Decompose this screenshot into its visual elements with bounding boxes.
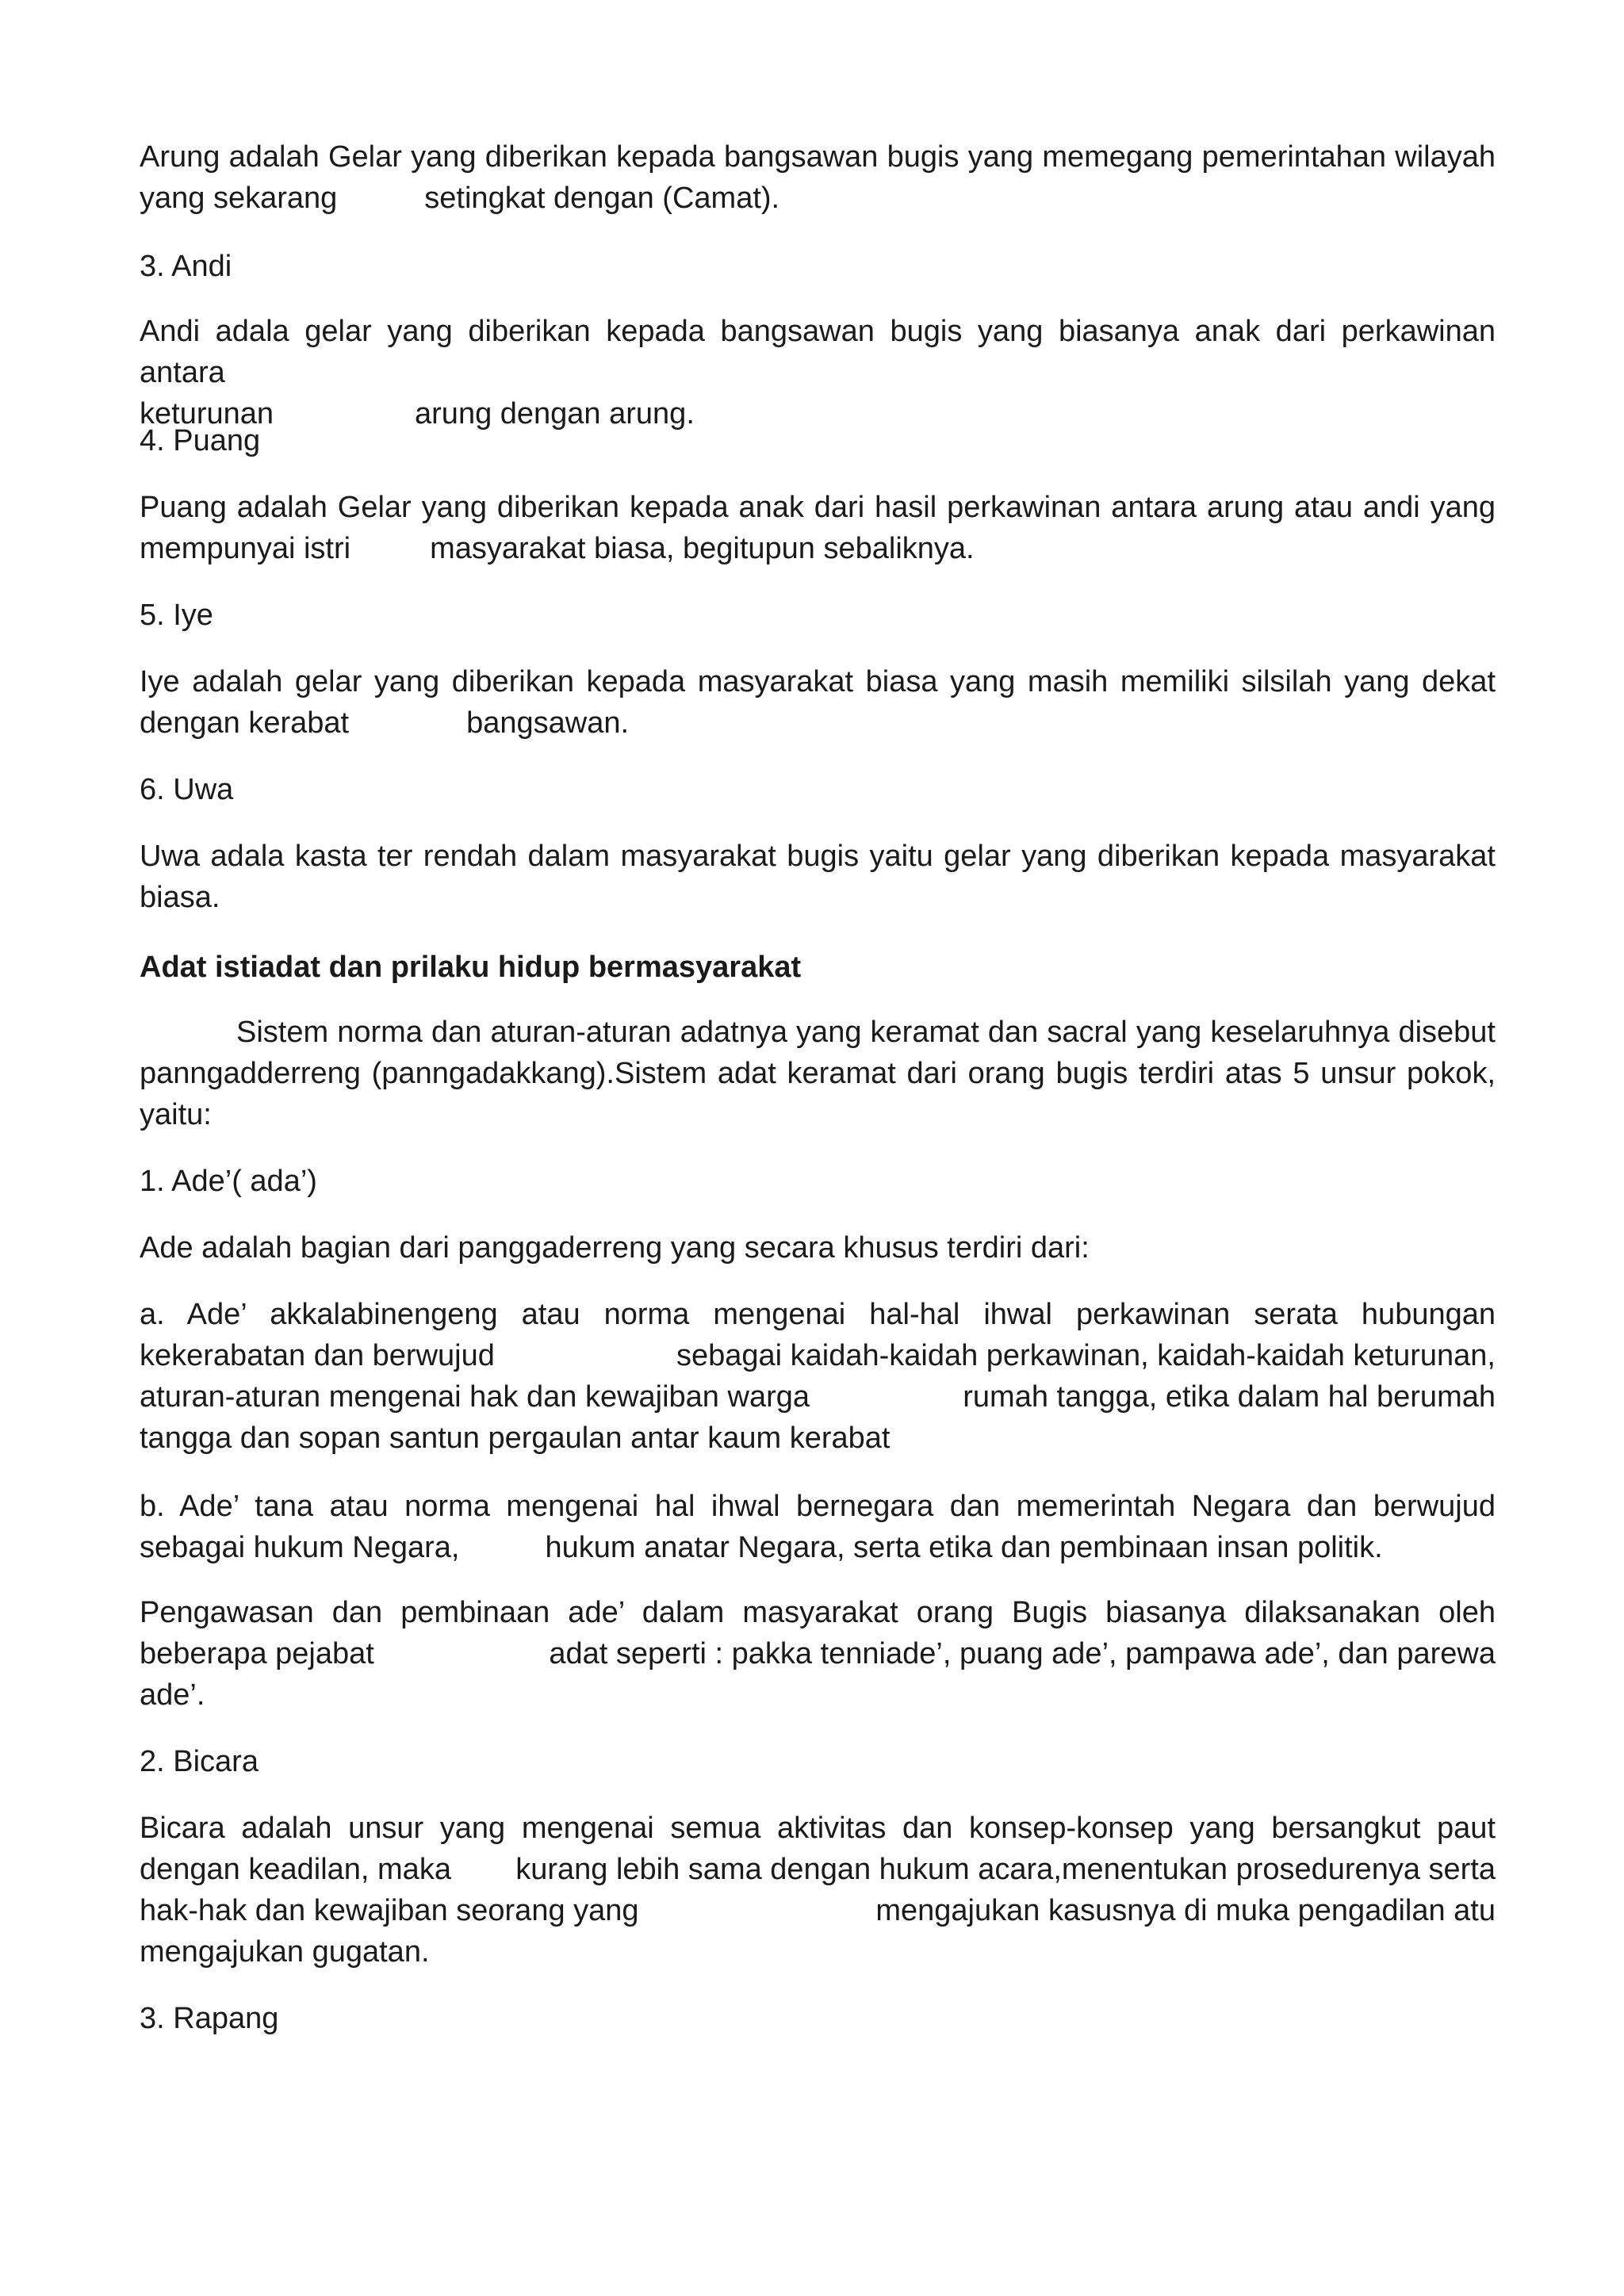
arung-line-2-start: yang sekarang	[140, 182, 338, 215]
uwa-paragraph	[140, 836, 1496, 918]
ade-a-line-2-end: sebagai kaidah-kaidah perkawinan, kaidah-kaidah keturunan,	[676, 1339, 1496, 1372]
iye-line-2	[140, 702, 1496, 744]
bicara-line-2-start: dengan keadilan, maka	[140, 1853, 451, 1886]
ade-b-line-2	[140, 1527, 1496, 1568]
ade-b-line-2-start: sebagai hukum Negara,	[140, 1531, 460, 1564]
adat-heading: Adat istiadat dan prilaku hidup bermasyarakat	[140, 951, 802, 984]
arung-line-1: Arung adalah Gelar yang diberikan kepada bangsawan bugis yang memegang pemerintahan wilayah	[140, 140, 1496, 174]
pengawasan-line-2	[140, 1633, 1496, 1674]
iye-line-1: Iye adalah gelar yang diberikan kepada masyarakat biasa yang masih memiliki silsilah yang dekat	[140, 665, 1496, 698]
rapang-heading	[140, 1998, 1496, 2039]
puang-paragraph	[140, 487, 1496, 569]
pengawasan-line-3: ade’.	[140, 1678, 205, 1712]
arung-line-2-end: setingkat dengan (Camat).	[424, 182, 780, 215]
andi-line-2-start: keturunan	[140, 397, 274, 430]
ade-title: 1. Ade’( ada’)	[140, 1165, 317, 1198]
iye-title: 5. Iye	[140, 599, 213, 632]
pengawasan-paragraph	[140, 1592, 1496, 1716]
adat-line-3: yaitu:	[140, 1098, 212, 1131]
uwa-title: 6. Uwa	[140, 773, 234, 806]
arung-line-2	[140, 178, 1496, 219]
ade-intro-paragraph	[140, 1227, 1496, 1269]
rapang-title: 3. Rapang	[140, 2002, 279, 2035]
ade-a-line-3-end: rumah tangga, etika dalam hal berumah	[963, 1380, 1496, 1414]
pengawasan-line-1: Pengawasan dan pembinaan ade’ dalam masyarakat orang Bugis biasanya dilaksanakan oleh	[140, 1596, 1496, 1629]
iye-line-2-end: bangsawan.	[466, 706, 630, 740]
andi-heading	[140, 246, 1496, 287]
bicara-line-3-start: hak-hak dan kewajiban seorang yang	[140, 1894, 639, 1927]
iye-line-2-start: dengan kerabat	[140, 706, 350, 740]
pengawasan-line-2-start: beberapa pejabat	[140, 1637, 374, 1670]
uwa-heading	[140, 769, 1496, 810]
bicara-line-2-end: kurang lebih sama dengan hukum acara,menentukan prosedurenya serta	[515, 1853, 1496, 1886]
bicara-line-2	[140, 1849, 1496, 1890]
ade-a-line-4: tangga dan sopan santun pergaulan antar kaum kerabat	[140, 1422, 891, 1455]
bicara-title: 2. Bicara	[140, 1745, 259, 1778]
ade-a-line-3-start: aturan-aturan mengenai hak dan kewajiban warga	[140, 1380, 810, 1414]
ade-item-b	[140, 1486, 1496, 1568]
pengawasan-line-2-end: adat seperti : pakka tenniade’, puang ade’, pampawa ade’, dan parewa	[549, 1637, 1496, 1670]
puang-line-2-start: mempunyai istri	[140, 532, 351, 565]
bicara-line-1: Bicara adalah unsur yang mengenai semua aktivitas dan konsep-konsep yang bersangkut paut	[140, 1812, 1496, 1845]
uwa-line-1: Uwa adala kasta ter rendah dalam masyarakat bugis yaitu gelar yang diberikan kepada masyarakat	[140, 840, 1496, 873]
iye-heading	[140, 595, 1496, 636]
ade-a-line-3	[140, 1376, 1496, 1418]
ade-a-line-2	[140, 1335, 1496, 1376]
ade-b-line-1: b. Ade’ tana atau norma mengenai hal ihwal bernegara dan memerintah Negara dan berwujud	[140, 1490, 1496, 1523]
uwa-line-2: biasa.	[140, 881, 220, 914]
bicara-heading	[140, 1741, 1496, 1782]
puang-title: 4. Puang	[140, 424, 261, 457]
puang-heading	[140, 420, 1496, 461]
andi-paragraph	[140, 311, 1496, 434]
bicara-line-4: mengajukan gugatan.	[140, 1935, 430, 1969]
ade-a-line-1: a. Ade’ akkalabinengeng atau norma mengenai hal-hal ihwal perkawinan serata hubungan	[140, 1298, 1496, 1331]
adat-line-1: Sistem norma dan aturan-aturan adatnya yang keramat dan sacral yang keselaruhnya disebut	[236, 1016, 1496, 1049]
ade-b-line-2-end: hukum anatar Negara, serta etika dan pembinaan insan politik.	[545, 1531, 1383, 1564]
puang-line-2-end: masyarakat biasa, begitupun sebaliknya.	[430, 532, 975, 565]
iye-paragraph	[140, 661, 1496, 744]
arung-paragraph	[140, 136, 1496, 219]
bicara-line-3	[140, 1890, 1496, 1931]
adat-paragraph	[140, 1012, 1496, 1135]
ade-intro: Ade adalah bagian dari panggaderreng yang secara khusus terdiri dari:	[140, 1231, 1090, 1265]
ade-heading	[140, 1161, 1496, 1202]
andi-title: 3. Andi	[140, 250, 232, 283]
andi-line-2-end: arung dengan arung.	[415, 397, 695, 430]
bicara-paragraph	[140, 1808, 1496, 1973]
adat-line-2: panngadderreng (panngadakkang).Sistem adat keramat dari orang bugis terdiri atas 5 unsur pokok,	[140, 1057, 1496, 1090]
bicara-line-3-end: mengajukan kasusnya di muka pengadilan atu	[875, 1894, 1496, 1927]
puang-line-2	[140, 528, 1496, 569]
puang-line-1: Puang adalah Gelar yang diberikan kepada anak dari hasil perkawinan antara arung atau andi yang	[140, 491, 1496, 524]
andi-line-1: Andi adala gelar yang diberikan kepada bangsawan bugis yang biasanya anak dari perkawinan antara	[140, 315, 1496, 389]
ade-item-a	[140, 1294, 1496, 1459]
ade-a-line-2-start: kekerabatan dan berwujud	[140, 1339, 495, 1372]
adat-section-heading	[140, 947, 1496, 988]
